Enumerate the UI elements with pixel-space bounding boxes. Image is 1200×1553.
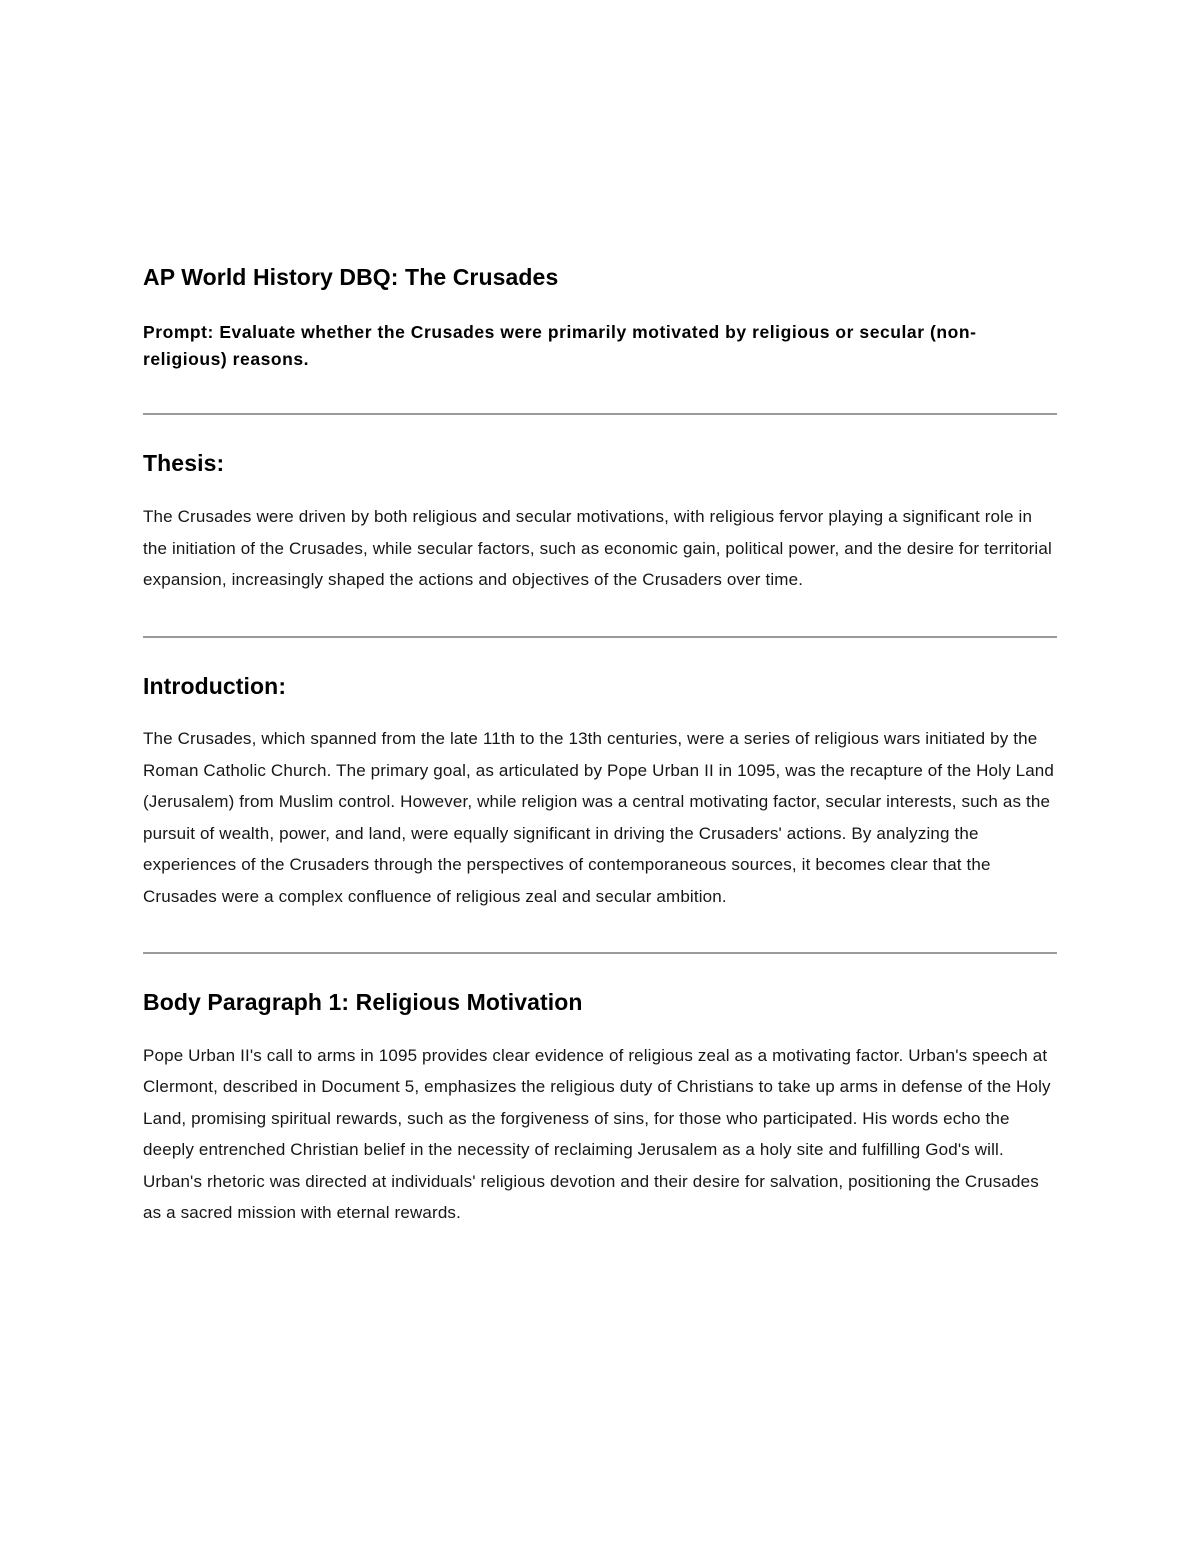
- prompt-text: Prompt: Evaluate whether the Crusades were primarily motivated by religious or secular (non-religious) reasons.: [143, 322, 977, 370]
- section-body-paragraph-1: [143, 988, 1057, 1229]
- section-heading-introduction: Introduction:: [143, 672, 287, 699]
- document-content: [143, 262, 1057, 1229]
- section-thesis: [143, 449, 1057, 595]
- section-body-thesis: The Crusades were driven by both religious and secular motivations, with religious fervor playing a significant role in the initiation of the Crusades, while secular factors, such as economic gain, political power, and the desire for territorial expansion, increasingly shaped the actions and objectives of the Crusaders over time.: [143, 507, 1052, 590]
- section-introduction: [143, 672, 1057, 913]
- page-title: AP World History DBQ: The Crusades: [143, 264, 559, 290]
- section-divider: [143, 636, 1057, 638]
- section-heading-thesis: Thesis:: [143, 450, 225, 477]
- section-divider: [143, 952, 1057, 954]
- section-heading-body-paragraph-1: Body Paragraph 1: Religious Motivation: [143, 989, 583, 1016]
- section-divider: [143, 413, 1057, 415]
- section-body-introduction: The Crusades, which spanned from the late 11th to the 13th centuries, were a series of religious wars initiated by the Roman Catholic Church. The primary goal, as articulated by Pope Urban II in 1095, was the recapture of the Holy Land (Jerusalem) from Muslim control. However, while religion was a central motivating factor, secular interests, such as the pursuit of wealth, power, and land, were equally significant in driving the Crusaders' actions. By analyzing the experiences of the Crusaders through the perspectives of contemporaneous sources, it becomes clear that the Crusades were a complex confluence of religious zeal and secular ambition.: [143, 729, 1055, 906]
- section-body-body-paragraph-1: Pope Urban II's call to arms in 1095 provides clear evidence of religious zeal as a motivating factor. Urban's speech at Clermont, described in Document 5, emphasizes the religious duty of Christians to take up arms in defense of the Holy Land, promising spiritual rewards, such as the forgiveness of sins, for those who participated. His words echo the deeply entrenched Christian belief in the necessity of reclaiming Jerusalem as a holy site and fulfilling God's will. Urban's rhetoric was directed at individuals' religious devotion and their desire for salvation, positioning the Crusades as a sacred mission with eternal rewards.: [143, 1045, 1051, 1223]
